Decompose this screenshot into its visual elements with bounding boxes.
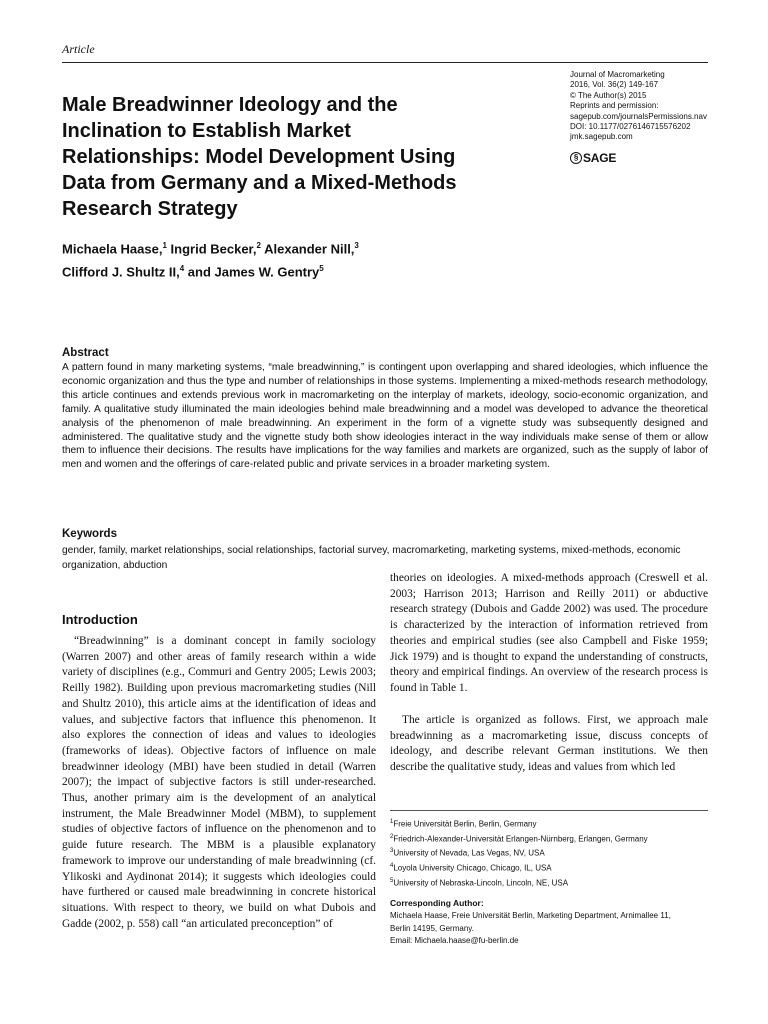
- corresponding-author-details: [390, 910, 720, 948]
- journal-site-link[interactable]: jmk.sagepub.com: [570, 132, 633, 142]
- author-name: Clifford J. Shultz II,: [62, 264, 180, 280]
- affiliation-number: 1: [390, 819, 394, 825]
- author-affiliation-mark: 5: [319, 264, 324, 274]
- author-name: Alexander Nill,: [264, 241, 355, 257]
- sage-logo-icon: §: [570, 152, 582, 164]
- author-name: and James W. Gentry: [187, 264, 320, 280]
- abstract-heading: Abstract: [62, 347, 109, 359]
- keywords-text: gender, family, market relationships, social relationships, factorial survey, macromarketing, marketing systems, mixed-methods, economic organization, abduction: [62, 545, 681, 571]
- copyright-line: © The Author(s) 2015: [570, 90, 647, 100]
- keywords-heading: Keywords: [62, 528, 117, 540]
- author-affiliation-mark: 3: [354, 241, 359, 250]
- article-type-label: Article: [62, 42, 95, 56]
- permissions-link[interactable]: sagepub.com/journalsPermissions.nav: [570, 111, 707, 121]
- affiliation-text: Loyola University Chicago, Chicago, IL, USA: [393, 863, 552, 873]
- publisher-logo-text: SAGE: [583, 151, 617, 165]
- affiliation-text: Friedrich-Alexander-Universität Erlangen-Nürnberg, Erlangen, Germany: [393, 834, 648, 844]
- body-paragraph: The article is organized as follows. First, we approach male breadwinning as a macromarketing issue, discuss concepts of ideology, and describe relevant German institutions. We then describe the qualitative study, ideas and values from which led: [390, 714, 708, 774]
- affiliation-item: [390, 831, 708, 846]
- affiliation-text: Freie Universität Berlin, Berlin, Germany: [393, 819, 537, 829]
- affiliation-number: 5: [390, 877, 394, 884]
- footnote-divider: [390, 810, 708, 811]
- affiliation-item: [390, 875, 708, 890]
- affiliation-text: University of Nebraska-Lincoln, Lincoln, NE, USA: [393, 878, 569, 888]
- corresponding-author-line: Berlin 14195, Germany.: [390, 923, 474, 933]
- affiliation-number: 3: [390, 848, 394, 855]
- affiliation-list: [390, 816, 708, 889]
- affiliation-text: University of Nevada, Las Vegas, NV, USA: [393, 848, 545, 858]
- introduction-paragraph: “Breadwinning” is a dominant concept in family sociology (Warren 2007) and other areas of family research within a wide variety of disciplines (e.g., Commuri and Gentry 2005; Lewis 2003; Reilly 1982). Building upon previous macromarketing studies (Nill and Shultz 2010), this article aims at the identification of ideas and values, and subjective factors that influence this phenomenon. It also explores the connection of ideas and values to ideologies (frameworks of ideas). Objective factors of influence on male breadwinner ideology (MBI) have been studied in detail (Warren 2007); the impact of subjective factors is still under-researched. Thus, another primary aim is the development of an analytical instrument, the Male Breadwinner Model (MBM), to supplement studies of objective factors of influence on the phenomenon and to guide future research. The MBM is a plausible explanatory framework to improve our understanding of male breadwinning (cf. Ylikoski and Aydinonat 2014); it suggests which ideologies could have furthered or caused male breadwinning in concrete historical situations. With respect to theory, we build on what Dubois and Gadde (2002, p. 558) call “an articulated preconception” of: [62, 635, 376, 930]
- affiliation-number: 4: [390, 862, 394, 869]
- article-title: Male Breadwinner Ideology and the Inclination to Establish Market Relationships: Model Development Using Data from Germany and a Mixed-Methods Research Strategy: [62, 94, 457, 220]
- affiliation-item: [390, 845, 708, 860]
- journal-meta: [570, 70, 750, 143]
- corresponding-author-email[interactable]: Email: Michaela.haase@fu-berlin.de: [390, 936, 519, 945]
- author-affiliation-mark: 4: [179, 264, 185, 274]
- doi-link[interactable]: DOI: 10.1177/0276146715576202: [570, 122, 691, 132]
- reprints-line: Reprints and permission:: [570, 101, 659, 111]
- journal-name: Journal of Macromarketing: [570, 70, 665, 79]
- author-list: [62, 236, 562, 283]
- journal-volume: 2016, Vol. 36(2) 149-167: [570, 80, 659, 90]
- corresponding-author-heading: Corresponding Author:: [390, 898, 484, 908]
- affiliation-item: [390, 816, 708, 831]
- introduction-heading: Introduction: [62, 612, 138, 627]
- author-name: Ingrid Becker,: [170, 241, 257, 257]
- author-affiliation-mark: 2: [256, 241, 261, 250]
- abstract-text: A pattern found in many marketing systems, “male breadwinning,” is contingent upon overlapping and shared ideologies, which influence the economic organization and thus the type and number of relationships in those systems. Implementing a mixed-methods research methodology, this article continues and extends previous work in macromarketing on the interplay of markets, ideology, socio-economic organization, and family. A qualitative study illuminated the main ideologies behind male breadwinning and a model was developed to advance the theoretical analysis of the phenomenon of male breadwinning. An experiment in the form of a vignette study was subsequently designed and administered. The qualitative study and the vignette study both show ideologies interact in the way individuals make sense of them or allow them to influence their decisions. The results have implications for the way families and markets are organized, such as the supply of labor of men and women and the offerings of care-related public and private services in a broader marketing system.: [62, 362, 708, 471]
- sage-logo: [570, 151, 616, 165]
- corresponding-author-line: Michaela Haase, Freie Universität Berlin, Marketing Department, Arnimallee 11,: [390, 911, 671, 920]
- author-name: Michaela Haase,: [62, 241, 163, 257]
- body-paragraph: theories on ideologies. A mixed-methods approach (Creswell et al. 2003; Harrison 2013; Harrison and Reilly 2011) or abductive research strategy (Dubois and Gadde 2002) was used. The procedure is characterized by the interaction of information retrieved from theories and empirical studies (see also Campbell and Fiske 1959; Jick 1979) and is thought to expand the understanding of constructs, theory and empirical findings. An overview of the research process is found in Table 1.: [390, 572, 708, 694]
- author-affiliation-mark: 1: [162, 241, 167, 250]
- affiliation-item: [390, 860, 708, 875]
- header-divider: [62, 62, 708, 63]
- affiliation-number: 2: [390, 833, 394, 840]
